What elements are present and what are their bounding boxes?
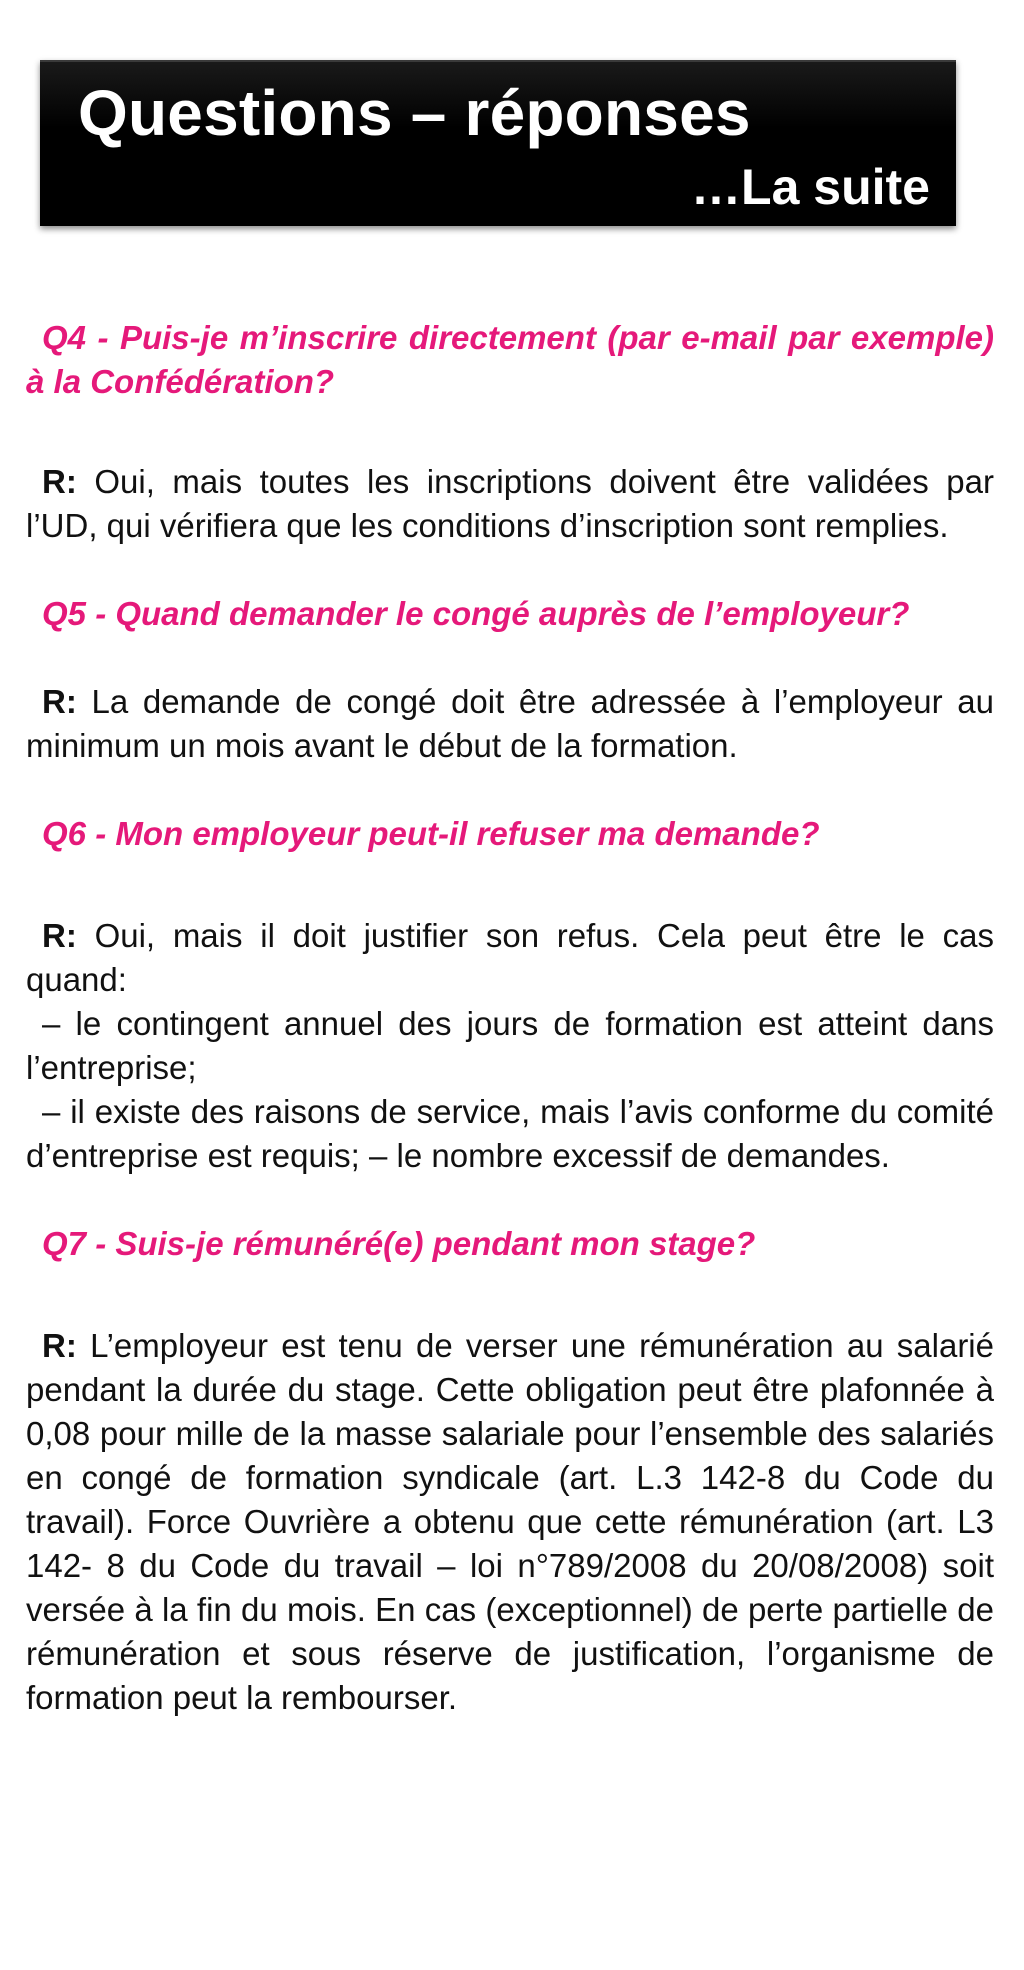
answer-q4: [26, 460, 994, 548]
title-banner: [40, 60, 956, 226]
answer-q7: [26, 1324, 994, 1720]
answer-prefix: R:: [42, 1327, 77, 1364]
question-q4: Q4 - Puis-je m’inscrire directement (par e-mail par exemple) à la Confédération?: [26, 319, 994, 400]
answer-prefix: R:: [42, 683, 77, 720]
answer-q5: [26, 680, 994, 768]
answer-prefix: R:: [42, 463, 77, 500]
answer-q6-bullet-2: – il existe des raisons de service, mais l’avis conforme du comité d’entreprise est requis; – le nombre excessif de demandes.: [26, 1093, 994, 1174]
answer-text: L’employeur est tenu de verser une rémunération au salarié pendant la durée du stage. Cette obligation peut être plafonnée à 0,08 pour mille de la masse salariale pour l’ensemble des salariés en congé de formation syndicale (art. L.3 142-8 du Code du travail). Force Ouvrière a obtenu que cette rémunération (art. L3 142- 8 du Code du travail – loi n°789/2008 du 20/08/2008) soit versée à la fin du mois. En cas (exceptionnel) de perte partielle de rémunération et sous réserve de justification, l’organisme de formation peut la rembourser.: [26, 1327, 994, 1716]
answer-text: Oui, mais il doit justifier son refus. Cela peut être le cas quand:: [26, 917, 994, 998]
page-title: Questions – réponses: [78, 77, 751, 149]
qa-content: [26, 316, 994, 1720]
question-q7: Q7 - Suis-je rémunéré(e) pendant mon stage?: [42, 1225, 756, 1262]
answer-q6-bullet-1: – le contingent annuel des jours de formation est atteint dans l’entreprise;: [26, 1005, 994, 1086]
question-q6: Q6 - Mon employeur peut-il refuser ma demande?: [42, 815, 820, 852]
answer-text: Oui, mais toutes les inscriptions doivent être validées par l’UD, qui vérifiera que les conditions d’inscription sont remplies.: [26, 463, 994, 544]
answer-prefix: R:: [42, 917, 77, 954]
page-subtitle: …La suite: [691, 159, 930, 215]
answer-text: La demande de congé doit être adressée à l’employeur au minimum un mois avant le début de la formation.: [26, 683, 994, 764]
question-q5: Q5 - Quand demander le congé auprès de l’employeur?: [42, 595, 910, 632]
answer-q6: [26, 914, 994, 1002]
